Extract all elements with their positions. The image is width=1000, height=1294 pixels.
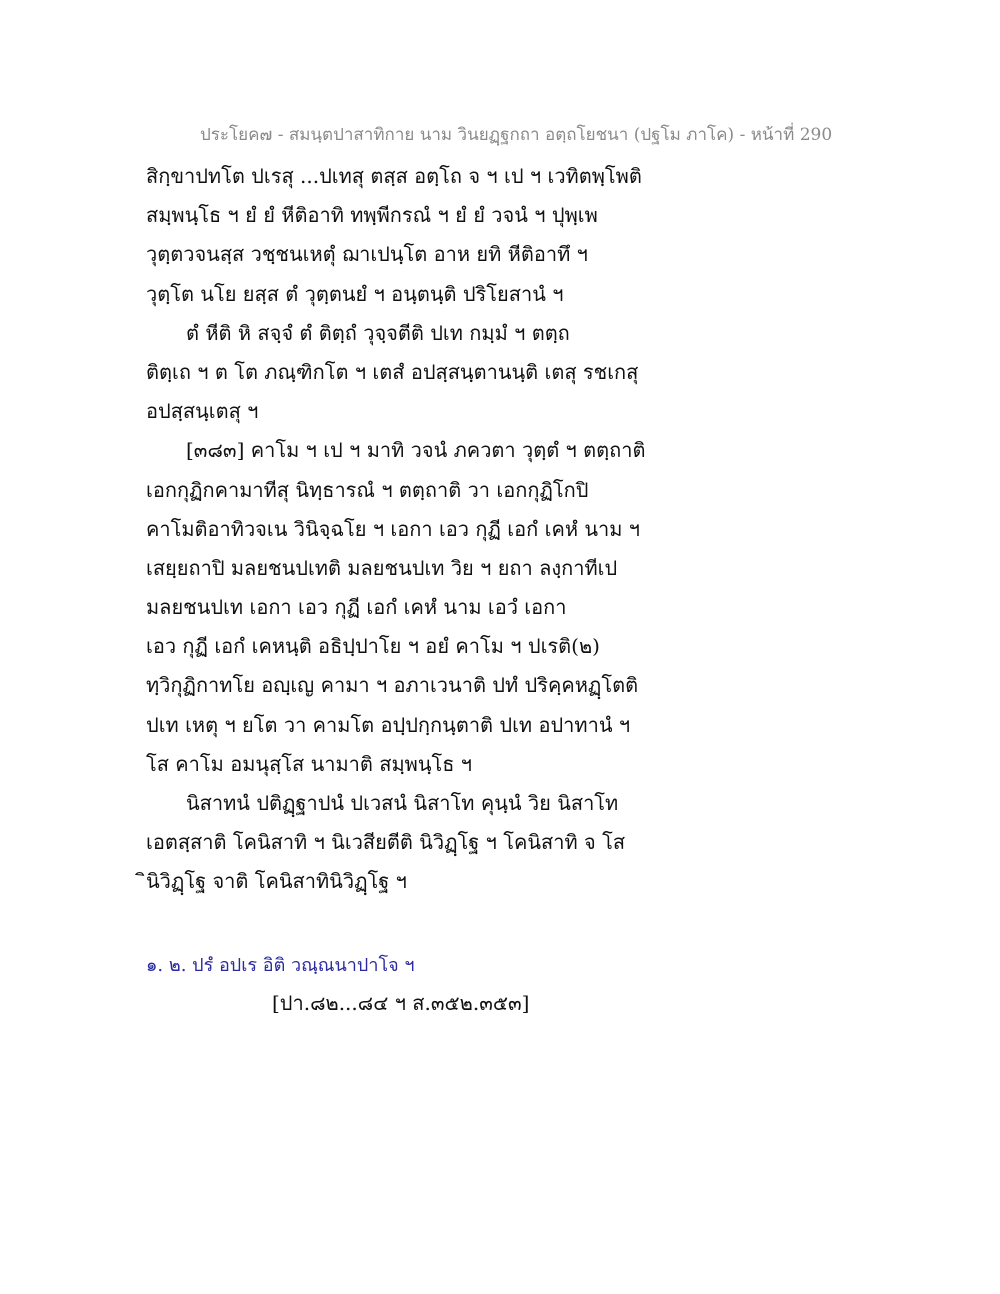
page-reference: [ปา.๘๒...๘๔ ฯ ส.๓๕๒.๓๕๓] <box>272 991 530 1015</box>
body-line-6: ติตฺเถ ฯ ต โต ภณฺฑิกโต ฯ เตสํ อปสฺสนฺตานนฺติ เตสุ รชเกสุ <box>146 359 639 384</box>
body-line-12: มลยชนปเท เอกา เอว กุฏี เอกํ เคหํ นาม เอวํ เอกา <box>146 595 567 620</box>
body-line-11: เสยฺยถาปิ มลยชนปเทติ มลยชนปเท วิย ฯ ยถา ลงฺกาทีเป <box>146 555 618 580</box>
body-line-19: ินิวิฏฺโฐ จาติ โคนิสาทินิวิฏฺโฐ ฯ <box>146 869 407 894</box>
body-line-8: [๓๘๓] คาโม ฯ เป ฯ มาทิ วจนํ ภควตา วุตฺตํ ฯ ตตฺถาติ <box>186 438 646 463</box>
body-line-13: เอว กุฏี เอกํ เคหนฺติ อธิปฺปาโย ฯ อยํ คาโม ฯ ปเรติ(๒) <box>146 634 600 659</box>
body-line-2: สมฺพนฺโธ ฯ ยํ ยํ หีติอาทิ ทพฺพีกรณํ ฯ ยํ ยํ วจนํ ฯ ปุพฺเพ <box>146 203 598 228</box>
body-line-16: โส คาโม อมนุสฺโส นามาติ สมฺพนฺโธ ฯ <box>146 751 473 776</box>
body-text <box>146 157 966 902</box>
body-line-14: ทฺวิกุฏิกาทโย อญฺเญ คามา ฯ อภาเวนาติ ปทํ ปริคฺคหฏฺโตติ <box>146 673 639 698</box>
footnote: ๑. ๒. ปรํ อปเร อิติ วณฺณนาปาโจ ฯ <box>146 955 415 976</box>
body-line-15: ปเท เหตุ ฯ ยโต วา คามโต อปฺปกฺกนฺตาติ ปเท อปาทานํ ฯ <box>146 712 631 737</box>
body-line-7: อปสฺสนฺเตสุ ฯ <box>146 399 259 424</box>
body-line-10: คาโมติอาทิวจเน วินิจฺฉโย ฯ เอกา เอว กุฏี เอกํ เคหํ นาม ฯ <box>146 516 641 541</box>
page-header: ประโยค๗ - สมนฺตปาสาทิกาย นาม วินยฏฺฐกถา อตฺถโยชนา (ปฐโม ภาโค) - หน้าที่ 290 <box>200 125 833 145</box>
body-line-17: นิสาทนํ ปติฏฺฐาปนํ ปเวสนํ นิสาโท คุนฺนํ วิย นิสาโท <box>186 791 619 815</box>
body-line-5: ตํ หีติ หิ สจฺจํ ตํ ติตฺถํ วุจฺจตีติ ปเท กมฺมํ ฯ ตตฺถ <box>186 320 570 345</box>
body-line-4: วุตฺโต นโย ยสฺส ตํ วุตฺตนยํ ฯ อนฺตนฺติ ปริโยสานํ ฯ <box>146 281 564 306</box>
body-line-9: เอกกุฏิกคามาทีสุ นิทฺธารณํ ฯ ตตฺถาติ วา เอกกุฏิโกปิ <box>146 477 589 502</box>
body-line-1: สิกฺขาปทโต ปเรสุ ...ปเทสุ ตสฺส อตฺโถ จ ฯ เป ฯ เวทิตพฺโพติ <box>146 164 642 188</box>
body-line-18: เอตสฺสาติ โคนิสาทิ ฯ นิเวสียตีติ นิวิฏฺโฐ ฯ โคนิสาทิ จ โส <box>146 830 626 855</box>
body-line-3: วุตฺตวจนสฺส วชฺชนเหตุํ ฌาเปนฺโต อาห ยทิ หีติอาทึ ฯ <box>146 242 588 267</box>
